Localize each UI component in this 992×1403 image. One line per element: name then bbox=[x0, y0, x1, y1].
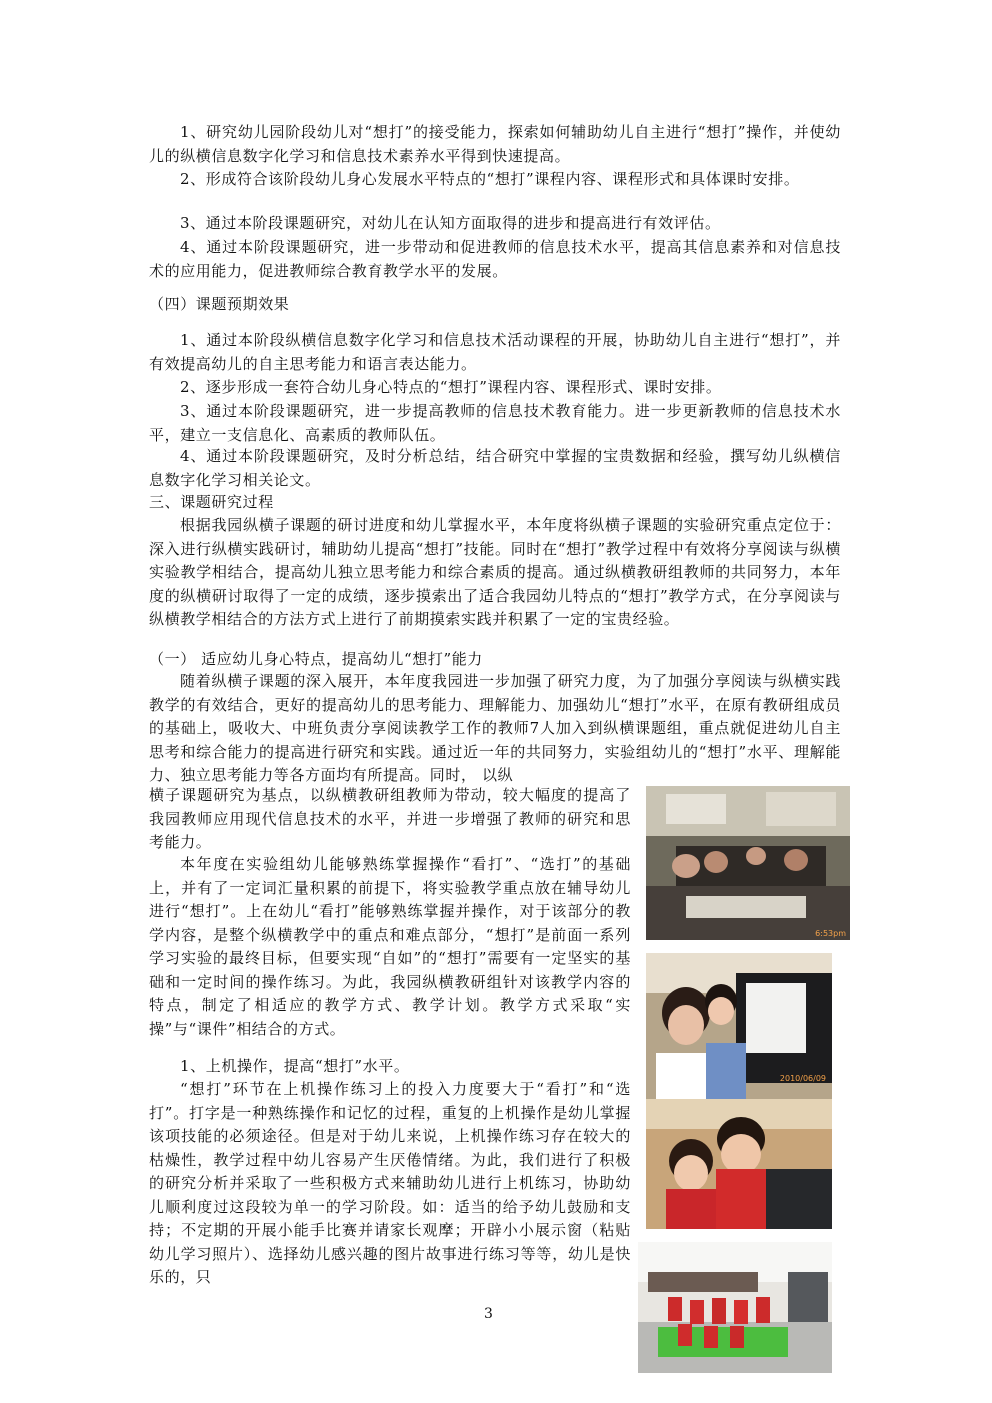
item-1-heading: 1、上机操作，提高“想打”水平。 bbox=[180, 1057, 410, 1075]
photo-children-computers bbox=[646, 953, 832, 1099]
effect-item-2: 2、逐步形成一套符合幼儿身心特点的“想打”课程内容、课程形式、课时安排。 bbox=[180, 378, 722, 396]
goal-item-1: 1、研究幼儿园阶段幼儿对“想打”的接受能力，探索如何辅助幼儿自主进行“想打”操作，并使幼儿的纵横信息数字化学习和信息技术素养水平得到快速提高。 bbox=[149, 123, 841, 165]
goal-item-2: 2、形成符合该阶段幼儿身心发展水平特点的“想打”课程内容、课程形式和具体课时安排。 bbox=[180, 170, 800, 188]
section-3-heading: 三、课题研究过程 bbox=[149, 493, 274, 511]
photo-children-group bbox=[638, 1242, 832, 1373]
photo-1-timestamp: 6:53pm bbox=[815, 929, 846, 938]
page-number: 3 bbox=[484, 1306, 493, 1322]
effect-item-3: 3、通过本阶段课题研究，进一步提高教师的信息技术教育能力。进一步更新教师的信息技术水平，建立一支信息化、高素质的教师队伍。 bbox=[149, 402, 841, 444]
section-4-heading: （四）课题预期效果 bbox=[149, 295, 290, 313]
subsection-1-continued: 横子课题研究为基点，以纵横教研组教师为带动，较大幅度的提高了我园教师应用现代信息技术的水平，并进一步增强了教师的研究和思考能力。 bbox=[149, 786, 631, 851]
paragraph-this-year: 本年度在实验组幼儿能够熟练掌握操作“看打”、“选打”的基础上，并有了一定词汇量积累的前提下，将实验教学重点放在辅导幼儿进行“想打”。上在幼儿“看打”能够熟练掌握并操作，对于该部分的教学内容，是整个纵横教学中的重点和难点部分，“想打”是前面一系列学习实验的最终目标，但要实现“自如”的“想打”需要有一定坚实的基础和一定时间的操作练习。为此，我园纵横教研组针对该教学内容的特点，制定了相适应的教学方式、教学计划。教学方式采取“实操”与“课件”相结合的方式。 bbox=[149, 855, 631, 1038]
subsection-1-paragraph: 随着纵横子课题的深入展开，本年度我园进一步加强了研究力度，为了加强分享阅读与纵横实践教学的有效结合，更好的提高幼儿的思考能力、理解能力、加强幼儿“想打”水平，在原有教研组成员的基础上，吸收大、中班负责分享阅读教学工作的教师7人加入到纵横课题组，重点就促进幼儿自主思考和综合能力的提高进行研究和实践。通过近一年的共同努力，实验组幼儿的“想打”水平、理解能力、独立思考能力等各方面均有所提高。同时， 以纵 bbox=[149, 672, 841, 784]
goal-item-4: 4、通过本阶段课题研究，进一步带动和促进教师的信息技术水平，提高其信息素养和对信息技术的应用能力，促进教师综合教育教学水平的发展。 bbox=[149, 238, 841, 280]
section-3-intro: 根据我园纵横子课题的研讨进度和幼儿掌握水平，本年度将纵横子课题的实验研究重点定位于：深入进行纵横实践研讨，辅助幼儿提高“想打”技能。同时在“想打”教学过程中有效将分享阅读与纵横实验教学相结合，提高幼儿独立思考能力和综合素质的提高。通过纵横教研组教师的共同努力，本年度的纵横研讨取得了一定的成绩，逐步摸索出了适合我园幼儿特点的“想打”教学方式，在分享阅读与纵横教学相结合的方法方式上进行了前期摸索实践并积累了一定的宝贵经验。 bbox=[149, 516, 841, 628]
photo-2-timestamp: 2010/06/09 bbox=[779, 1074, 826, 1083]
item-1-body: “想打”环节在上机操作练习上的投入力度要大于“看打”和“选打”。打字是一种熟练操作和记忆的过程，重复的上机操作是幼儿掌握该项技能的必须途径。但是对于幼儿来说，上机操作练习存在较大的枯燥性，教学过程中幼儿容易产生厌倦情绪。为此，我们进行了积极的研究分析并采取了一些积极方式来辅助幼儿进行上机练习，协助幼儿顺利度过这段较为单一的学习阶段。如：适当的给予幼儿鼓励和支持；不定期的开展小能手比赛并请家长观摩；开辟小小展示窗（粘贴幼儿学习照片）、选择幼儿感兴趣的图片故事进行练习等等，幼儿是快乐的，只 bbox=[149, 1080, 631, 1286]
photo-children-monitor bbox=[646, 1099, 832, 1229]
photo-teacher-meeting bbox=[646, 786, 850, 940]
effect-item-4: 4、通过本阶段课题研究，及时分析总结，结合研究中掌握的宝贵数据和经验，撰写幼儿纵横信息数字化学习相关论文。 bbox=[149, 447, 841, 489]
subsection-1-heading: （一） 适应幼儿身心特点，提高幼儿“想打”能力 bbox=[149, 650, 483, 668]
goal-item-3: 3、通过本阶段课题研究，对幼儿在认知方面取得的进步和提高进行有效评估。 bbox=[180, 214, 721, 232]
effect-item-1: 1、通过本阶段纵横信息数字化学习和信息技术活动课程的开展，协助幼儿自主进行“想打”，并有效提高幼儿的自主思考能力和语言表达能力。 bbox=[149, 331, 841, 373]
